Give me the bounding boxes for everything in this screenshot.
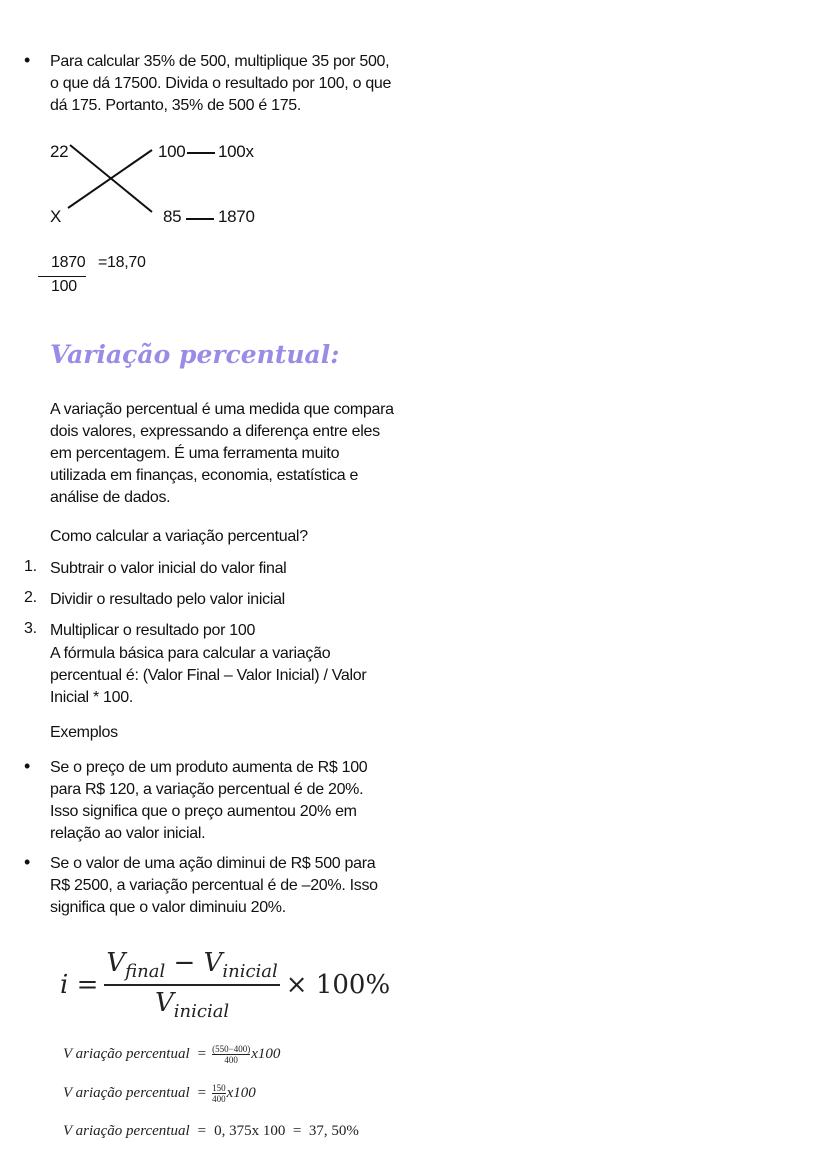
step-3: Multiplicar o resultado por 100 — [50, 622, 256, 639]
examples-heading: Exemplos — [50, 724, 118, 741]
question: Como calcular a variação percentual? — [50, 528, 308, 545]
diagram-bottom-right-b: 1870 — [218, 207, 255, 226]
percent-change-formula — [60, 948, 390, 1022]
fraction-result: =18,70 — [98, 254, 146, 271]
fraction-denominator: 100 — [51, 278, 77, 295]
num: (550−400) — [212, 1044, 251, 1054]
intro-paragraph: Para calcular 35% de 500, multiplique 35 por 500, o que dá 17500. Divida o resultado por 100, o que dá 175. Portanto, 35% de 500 é 175. — [50, 53, 392, 114]
definition-paragraph: A variação percentual é uma medida que compara dois valores, expressando a diferença entre eles em percentagem. É uma ferramenta muito utilizada em finanças, economia, estatística e análise de dados. — [50, 401, 394, 506]
dash — [186, 218, 214, 220]
diagram-bottom-right-a: 85 — [163, 207, 182, 226]
eq: = — [197, 1046, 207, 1062]
bullet-icon: • — [24, 50, 31, 70]
example-1: Se o preço de um produto aumenta de R$ 100 para R$ 120, a variação percentual é de 20%. Isso significa que o preço aumentou 20% em relação ao valor inicial. — [50, 759, 368, 842]
calc-line-3 — [63, 1123, 359, 1140]
diagram-bottom-left: X — [50, 207, 62, 226]
formula-text: A fórmula básica para calcular a variação percentual é: (Valor Final – Valor Inicial) / Valor Inicial * 100. — [50, 645, 367, 706]
eq: = — [197, 1123, 207, 1139]
section-title: Variação percentual: — [50, 340, 340, 369]
tail: x100 — [226, 1085, 256, 1101]
minus: − — [165, 948, 204, 978]
sub-final: final — [125, 961, 166, 983]
result: 0, 375x 100 = 37, 50% — [214, 1123, 359, 1139]
fraction-numerator: 1870 — [51, 254, 86, 271]
den: 400 — [212, 1094, 226, 1104]
step-number: 3. — [24, 620, 37, 637]
v: V — [203, 948, 223, 978]
calc-line-2 — [63, 1083, 264, 1104]
step-1: Subtrair o valor inicial do valor final — [50, 560, 287, 577]
diagram-top-right-b: 100x — [218, 142, 254, 161]
calc-label: V ariação percentual — [63, 1046, 190, 1062]
v: V — [154, 988, 174, 1019]
bullet-icon: • — [24, 756, 31, 776]
v: V — [106, 948, 126, 978]
step-2: Dividir o resultado pelo valor inicial — [50, 591, 285, 608]
diagram-top-left: 22 — [50, 142, 69, 161]
num: 150 — [212, 1083, 226, 1093]
step-number: 2. — [24, 589, 37, 606]
fraction-bar — [38, 276, 86, 277]
calc-line-1 — [63, 1044, 288, 1065]
formula-lhs: i = — [60, 970, 99, 1001]
bullet-icon: • — [24, 852, 31, 872]
sub-inicial: inicial — [173, 1001, 230, 1023]
step-number: 1. — [24, 558, 37, 575]
tail: x100 — [251, 1046, 281, 1062]
sub-inicial: inicial — [222, 961, 278, 983]
den: 400 — [224, 1055, 238, 1065]
cross-multiplication-lines — [60, 140, 160, 220]
formula-times: × 100% — [285, 970, 391, 1001]
calc-label: V ariação percentual — [63, 1123, 190, 1139]
example-2: Se o valor de uma ação diminui de R$ 500 para R$ 2500, a variação percentual é de –20%. Isso significa que o valor diminuiu 20%. — [50, 855, 378, 916]
calc-label: V ariação percentual — [63, 1085, 190, 1101]
dash — [187, 152, 215, 154]
eq: = — [197, 1085, 207, 1101]
diagram-top-right-a: 100 — [158, 142, 186, 161]
